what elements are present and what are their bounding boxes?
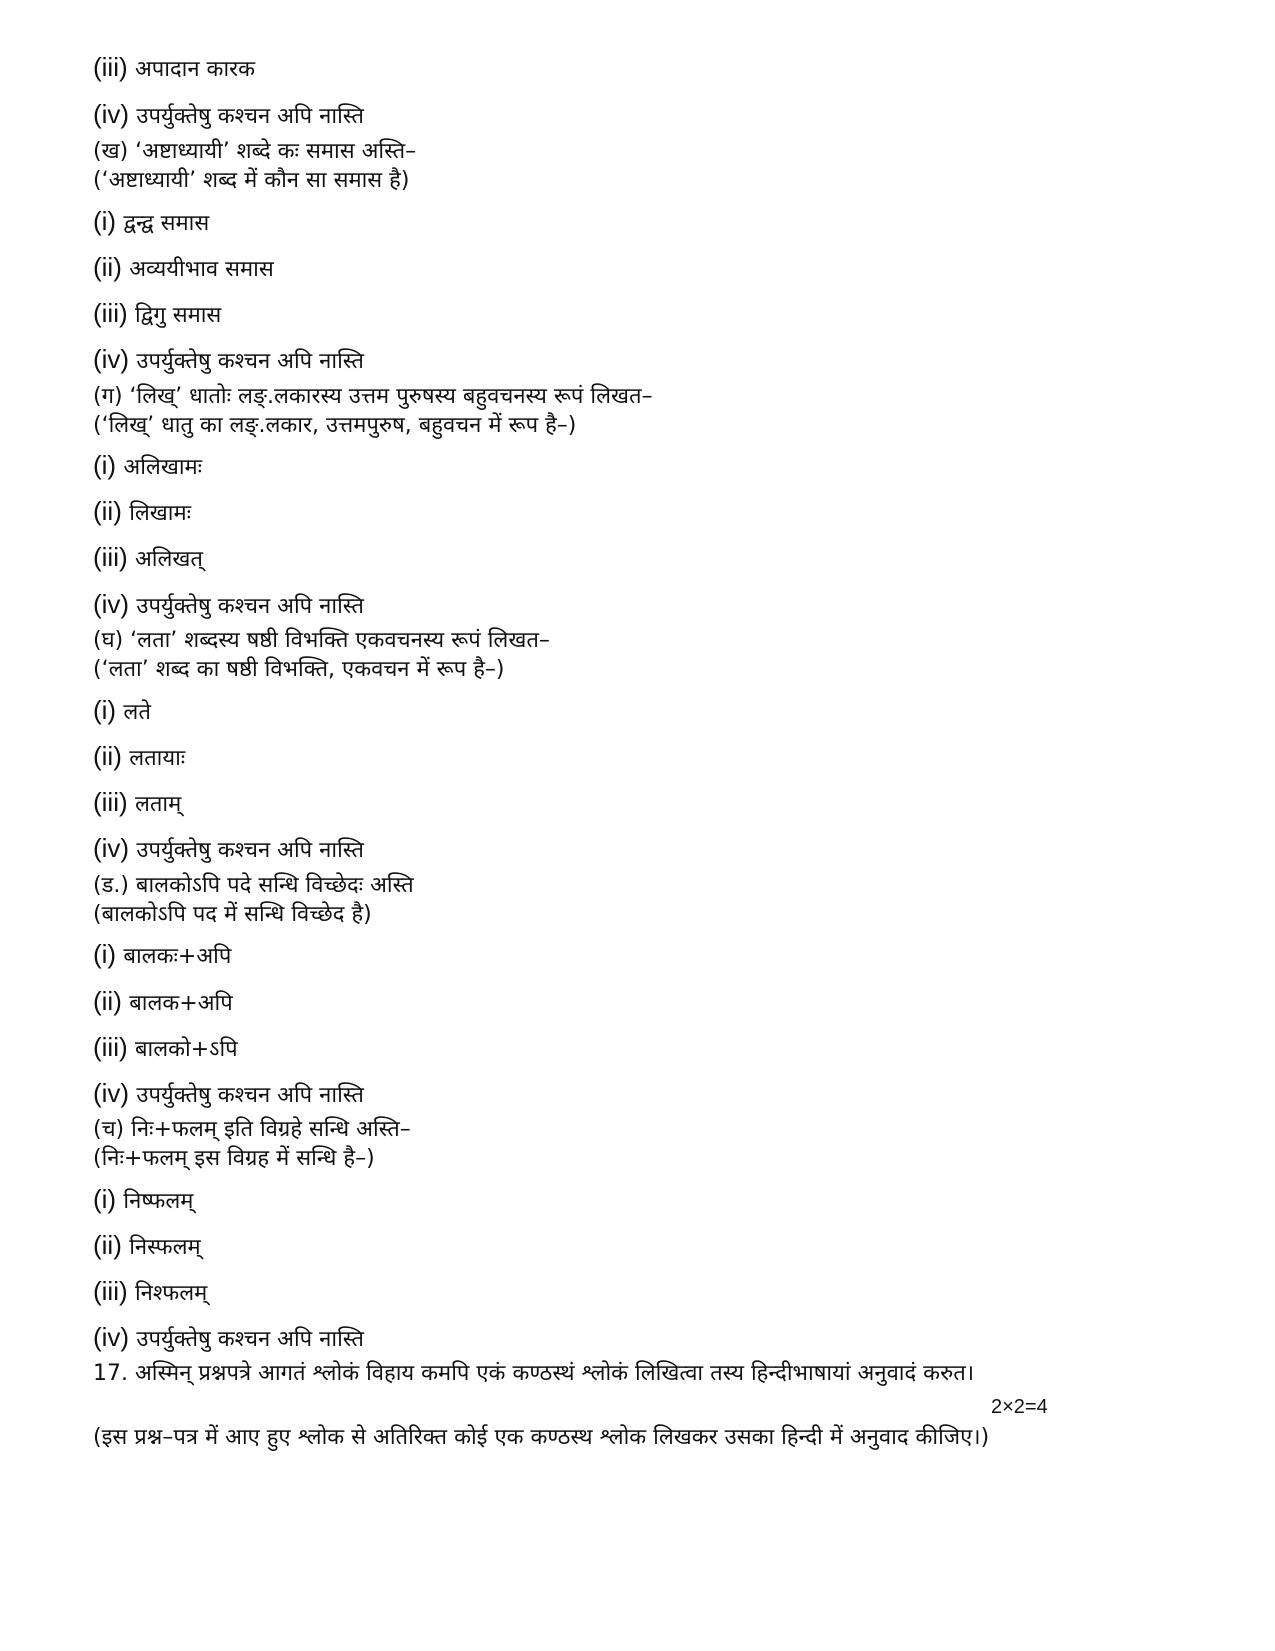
question-translation: (‘लता’ शब्द का षष्ठी विभक्ति, एकवचन में रूप है–) (93, 657, 505, 682)
option-number: (iv) (93, 589, 130, 619)
option-text: निश्फलम् (134, 1281, 208, 1306)
option-line (93, 252, 274, 282)
option-text: द्विगु समास (134, 303, 222, 328)
option-text: अव्ययीभाव समास (129, 257, 274, 282)
option-line (93, 986, 233, 1016)
option-line (93, 1322, 364, 1352)
option-number: (iii) (93, 298, 128, 328)
option-text: उपर्युक्तेषु कश्चन अपि नास्ति (136, 1327, 364, 1352)
option-number: (iii) (93, 52, 128, 82)
option-number: (ii) (93, 252, 122, 282)
option-line (93, 1230, 201, 1260)
option-text: उपर्युक्तेषु कश्चन अपि नास्ति (136, 104, 364, 129)
option-line (93, 695, 151, 725)
question-17-translation: (इस प्रश्न–पत्र में आए हुए श्लोक से अतिरिक्त कोई एक कण्ठस्थ श्लोक लिखकर उसका हिन्दी में अनुवाद कीजिए।) (93, 1425, 990, 1450)
option-line (93, 496, 191, 526)
option-text: बालकः+अपि (123, 944, 232, 969)
option-number: (iii) (93, 1032, 128, 1062)
marks-label: 2×2=4 (991, 1396, 1048, 1418)
option-text: बालको+ऽपि (134, 1037, 238, 1062)
option-line (93, 741, 185, 771)
option-text: अलिखामः (123, 455, 203, 480)
question-translation: (बालकोऽपि पद में सन्धि विच्छेद है) (93, 902, 372, 927)
option-number: (iv) (93, 99, 130, 129)
option-text: अलिखत् (134, 547, 203, 572)
option-text: उपर्युक्तेषु कश्चन अपि नास्ति (136, 349, 364, 374)
option-text: अपादान कारक (134, 57, 256, 82)
option-number: (i) (93, 695, 117, 725)
question-text: (च) निः+फलम् इति विग्रहे सन्धि अस्ति– (93, 1117, 411, 1142)
option-text: द्वन्द्व समास (123, 211, 210, 236)
option-text: लिखामः (129, 501, 192, 526)
option-line (93, 450, 202, 480)
option-line (93, 542, 203, 572)
question-text: (ड.) बालकोऽपि पदे सन्धि विच्छेदः अस्ति (93, 873, 414, 898)
option-number: (ii) (93, 986, 122, 1016)
option-number: (iii) (93, 787, 128, 817)
option-line (93, 1276, 207, 1306)
option-line (93, 1078, 364, 1108)
option-text: लतायाः (129, 746, 186, 771)
option-text: उपर्युक्तेषु कश्चन अपि नास्ति (136, 594, 364, 619)
option-line (93, 589, 364, 619)
option-line (93, 1184, 193, 1214)
question-17-text: 17. अस्मिन् प्रश्नपत्रे आगतं श्लोकं विहाय कमपि एकं कण्ठस्थं श्लोकं लिखित्वा तस्य हिन्दीभाषायां अनुवादं करुत। (93, 1361, 975, 1386)
option-line (93, 939, 231, 969)
option-number: (iii) (93, 542, 128, 572)
option-text: निष्फलम् (123, 1189, 194, 1214)
option-text: लताम् (134, 792, 182, 817)
option-line (93, 787, 181, 817)
option-number: (i) (93, 450, 117, 480)
option-line (93, 344, 364, 374)
option-text: निस्फलम् (129, 1235, 201, 1260)
option-number: (ii) (93, 741, 122, 771)
option-number: (iv) (93, 833, 130, 863)
option-text: लते (123, 700, 151, 725)
question-text: (घ) ‘लता’ शब्दस्य षष्ठी विभक्ति एकवचनस्य रूपं लिखत– (93, 628, 550, 653)
option-line (93, 298, 221, 328)
option-number: (ii) (93, 496, 122, 526)
question-translation: (‘अष्टाध्यायी’ शब्द में कौन सा समास है) (93, 168, 410, 193)
option-number: (iv) (93, 1322, 130, 1352)
option-text: बालक+अपि (129, 991, 233, 1016)
question-translation: (निः+फलम् इस विग्रह में सन्धि है–) (93, 1146, 375, 1171)
option-number: (iv) (93, 344, 130, 374)
option-number: (i) (93, 206, 117, 236)
option-line (93, 833, 364, 863)
option-text: उपर्युक्तेषु कश्चन अपि नास्ति (136, 838, 364, 863)
option-line (93, 206, 209, 236)
option-number: (iv) (93, 1078, 130, 1108)
question-text: (ग) ‘लिख्’ धातोः लङ्.लकारस्य उत्तम पुरुषस्य बहुवचनस्य रूपं लिखत– (93, 384, 653, 409)
option-line (93, 1032, 238, 1062)
option-line (93, 99, 364, 129)
option-number: (iii) (93, 1276, 128, 1306)
option-number: (i) (93, 939, 117, 969)
question-text: (ख) ‘अष्टाध्यायी’ शब्दे कः समास अस्ति– (93, 139, 417, 164)
question-translation: (‘लिख्’ धातु का लङ्.लकार, उत्तमपुरुष, बहुवचन में रूप है–) (93, 413, 577, 438)
option-number: (ii) (93, 1230, 122, 1260)
option-line (93, 52, 255, 82)
option-text: उपर्युक्तेषु कश्चन अपि नास्ति (136, 1083, 364, 1108)
option-number: (i) (93, 1184, 117, 1214)
